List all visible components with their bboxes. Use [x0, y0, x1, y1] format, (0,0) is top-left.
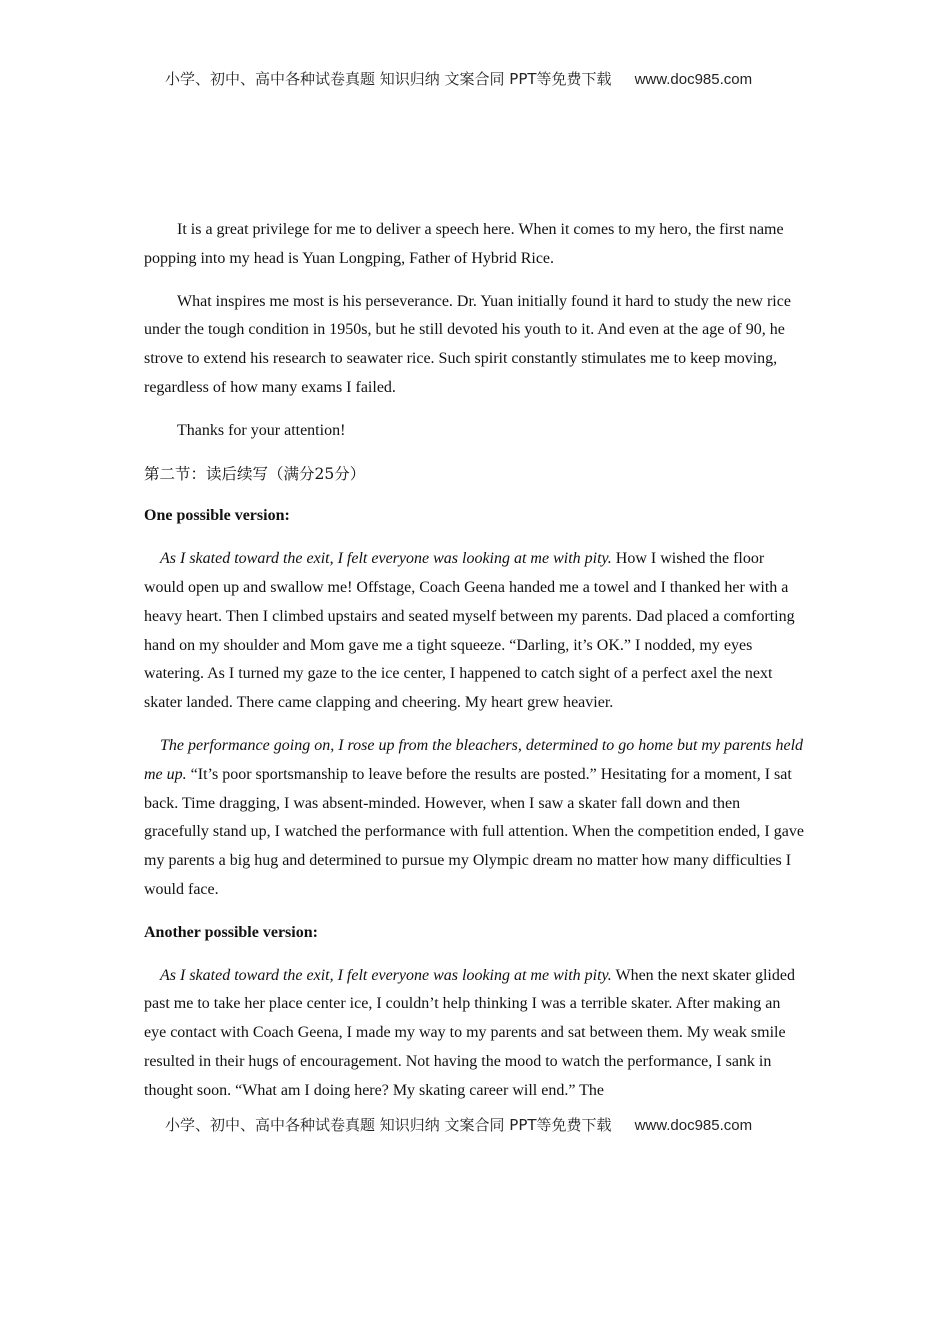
version-2-paragraph-1-lead: As I skated toward the exit, I felt everyone was looking at me with pity.	[160, 966, 612, 984]
section-2-title: 第二节：读后续写（满分25分）	[144, 464, 366, 483]
speech-paragraph-1: It is a great privilege for me to deliver a speech here. When it comes to my hero, the first name popping into my head is Yuan Longping, Father of Hybrid Rice.	[144, 221, 784, 267]
version-2-paragraph-1-body: When the next skater glided past me to take her place center ice, I couldn’t help thinking I was a terrible skater. After making an eye contact with Coach Geena, I made my way to my parents and sat between them. My weak smile resulted in their hugs of encouragement. Not having the mood to watch the performance, I sank in thought soon. “What am I doing here? My skating career will end.” The	[144, 966, 795, 1099]
version-2-paragraph-1	[144, 962, 804, 1106]
header-url[interactable]: www.doc985.com	[634, 71, 753, 88]
speech-paragraph-2: What inspires me most is his perseverance. Dr. Yuan initially found it hard to study the new rice under the tough condition in 1950s, but he still devoted his youth to it. And even at the age of 90, he strove to extend his research to seawater rice. Such spirit constantly stimulates me to keep moving, regardless of how many exams I failed.	[144, 292, 791, 396]
page-header	[165, 68, 805, 89]
header-text: 小学、初中、高中各种试卷真题 知识归纳 文案合同 PPT等免费下载	[165, 70, 612, 88]
version-1-heading: One possible version:	[144, 507, 290, 525]
version-1-paragraph-1	[144, 545, 804, 718]
page-footer	[165, 1114, 805, 1135]
version-1-paragraph-1-lead: As I skated toward the exit, I felt everyone was looking at me with pity.	[160, 550, 612, 568]
footer-text: 小学、初中、高中各种试卷真题 知识归纳 文案合同 PPT等免费下载	[165, 1116, 612, 1134]
document-body	[144, 216, 804, 1120]
version-1-paragraph-2-lead: The performance going on, I rose up from the bleachers, determined to go home but my parents held me up.	[144, 736, 804, 783]
version-1-paragraph-2	[144, 732, 804, 905]
speech-closing: Thanks for your attention!	[177, 421, 346, 439]
footer-url[interactable]: www.doc985.com	[634, 1117, 753, 1134]
version-1-paragraph-2-body: “It’s poor sportsmanship to leave before the results are posted.” Hesitating for a moment, I sat back. Time dragging, I was absent-minded. However, when I saw a skater fall down and then gracefully stand up, I watched the performance with full attention. When the competition ended, I gave my parents a big hug and determined to pursue my Olympic dream no matter how many difficulties I would face.	[144, 765, 804, 898]
version-2-heading: Another possible version:	[144, 923, 318, 941]
version-1-paragraph-1-body: How I wished the floor would open up and swallow me! Offstage, Coach Geena handed me a towel and I thanked her with a heavy heart. Then I climbed upstairs and seated myself between my parents. Dad placed a comforting hand on my shoulder and Mom gave me a tight squeeze. “Darling, it’s OK.” I nodded, my eyes watering. As I turned my gaze to the ice center, I happened to catch sight of a perfect axel the next skater landed. There came clapping and cheering. My heart grew heavier.	[144, 550, 795, 712]
